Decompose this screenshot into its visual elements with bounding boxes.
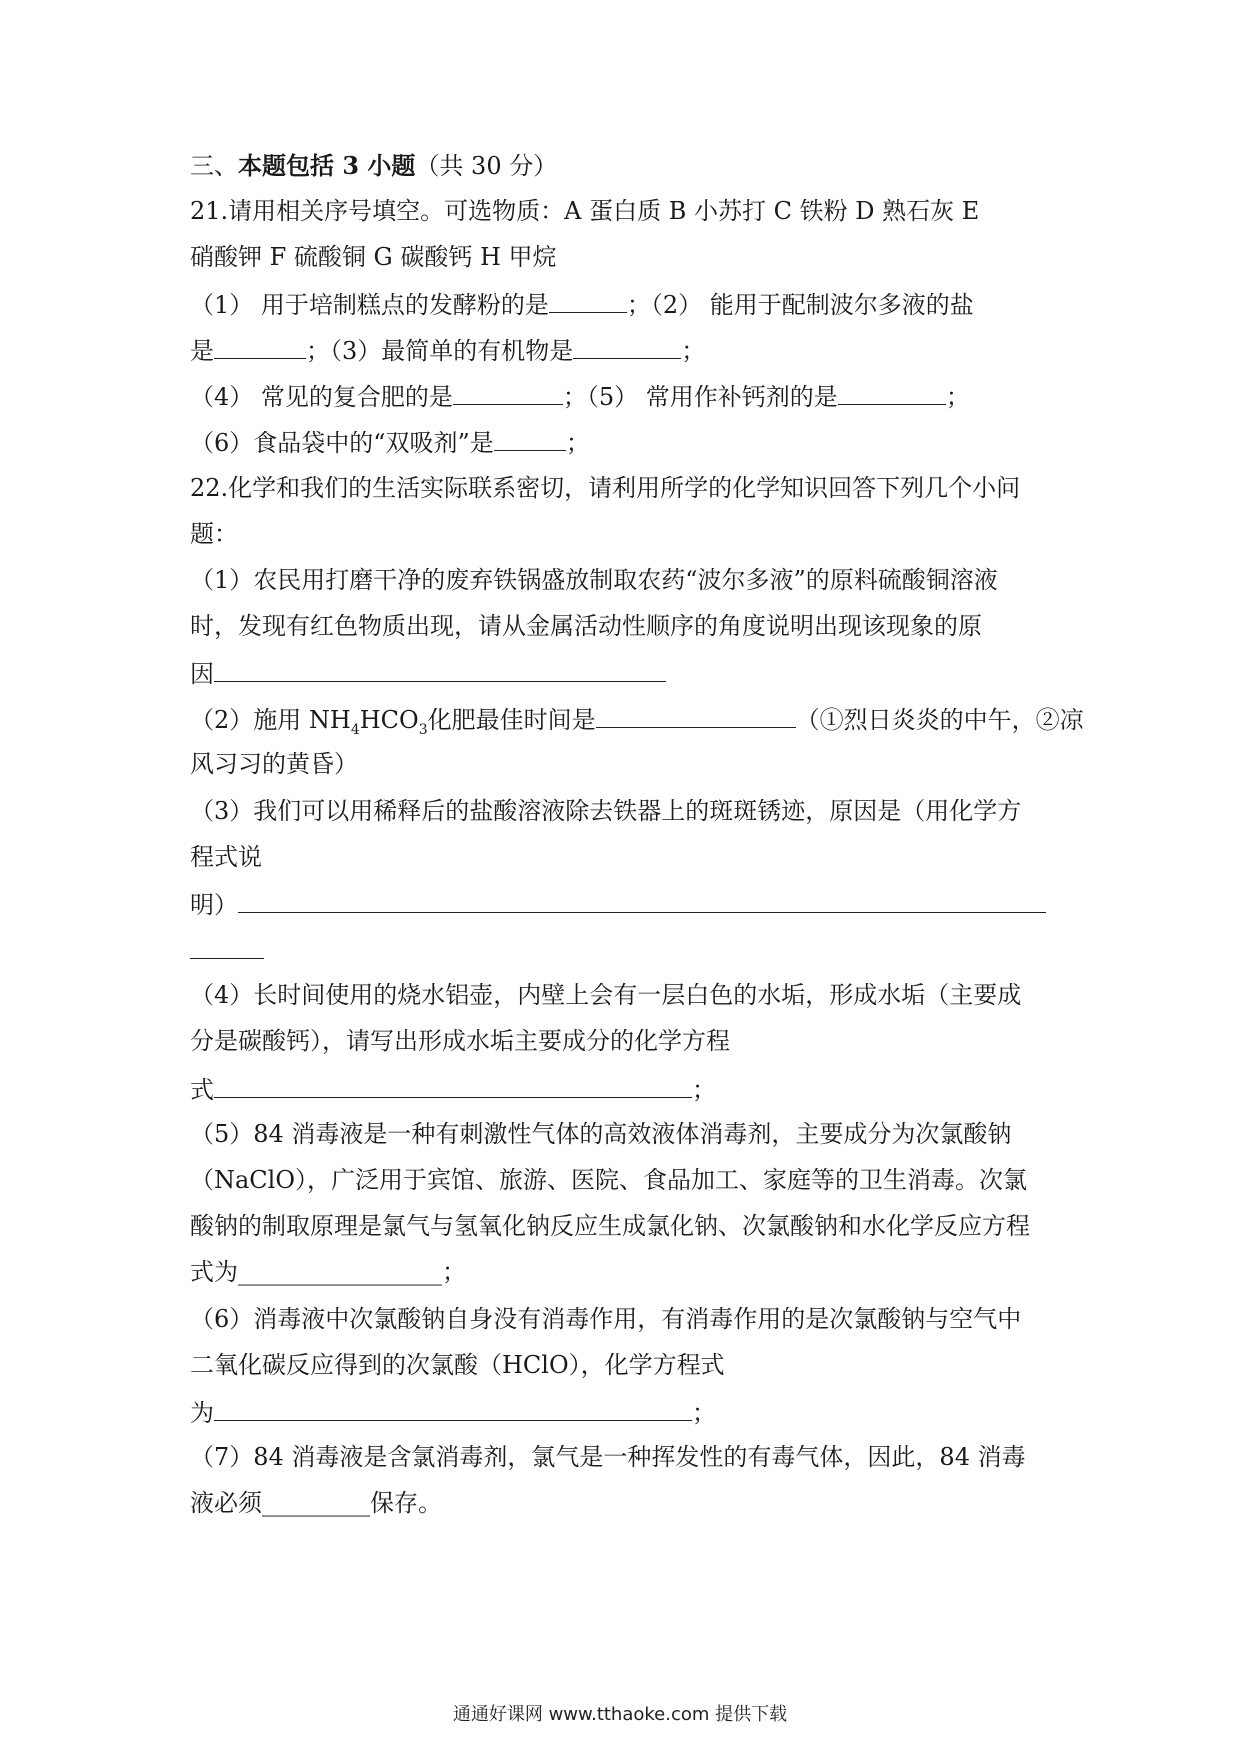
q22-sub3-line3: 明） (190, 888, 1070, 920)
q22-sub4-line2: 分是碳酸钙），请写出形成水垢主要成分的化学方程 (190, 1027, 730, 1055)
section-heading: 三、本题包括 3 小题（共 30 分） (190, 151, 558, 180)
answer-blank[interactable] (494, 426, 566, 451)
answer-blank[interactable] (838, 380, 946, 405)
q22-sub6-line3: 为 ； (190, 1396, 1070, 1428)
q22-sub3-line4 (190, 934, 1070, 966)
q22-sub1-line2: 时，发现有红色物质出现，请从金属活动性顺序的角度说明出现该现象的原 (190, 612, 982, 640)
q22-sub1-line1: （1）农民用打磨干净的废弃铁锅盛放制取农药“波尔多液”的原料硫酸铜溶液 (190, 566, 998, 594)
q22-sub4-line1: （4）长时间使用的烧水铝壶，内壁上会有一层白色的水垢，形成水垢（主要成 (190, 981, 1022, 1009)
answer-blank[interactable] (238, 888, 1046, 913)
q22-sub5-line3: 酸钠的制取原理是氯气与氢氧化钠反应生成氯化钠、次氯酸钠和水化学反应方程 (190, 1212, 1030, 1240)
q21-part3: （4） 常见的复合肥的是 ；（5） 常用作补钙剂的是 ； (190, 380, 1070, 412)
q22-sub7-line2: 液必须_________保存。 (190, 1489, 442, 1517)
q22-sub3-line2: 程式说 (190, 843, 262, 871)
answer-blank[interactable] (453, 380, 563, 405)
answer-blank[interactable] (190, 934, 264, 959)
answer-blank[interactable] (214, 334, 306, 359)
answer-blank[interactable] (214, 1396, 692, 1421)
answer-blank[interactable] (596, 703, 796, 728)
q22-sub3-line1: （3）我们可以用稀释后的盐酸溶液除去铁器上的斑斑锈迹，原因是（用化学方 (190, 797, 1022, 825)
q22-sub7-line1: （7）84 消毒液是含氯消毒剂，氯气是一种挥发性的有毒气体，因此，84 消毒 (190, 1443, 1026, 1471)
answer-blank[interactable] (549, 288, 627, 313)
answer-blank[interactable] (214, 657, 666, 682)
answer-blank[interactable] (573, 334, 681, 359)
q21-stem-line1: 21.请用相关序号填空。可选物质：A 蛋白质 B 小苏打 C 铁粉 D 熟石灰 E (190, 197, 980, 225)
q22-stem-line2: 题： (190, 520, 238, 548)
q21-stem-line2: 硝酸钾 F 硫酸铜 G 碳酸钙 H 甲烷 (190, 243, 557, 271)
q22-sub5-line4: 式为_________________； (190, 1258, 466, 1286)
q22-sub5-line1: （5）84 消毒液是一种有刺激性气体的高效液体消毒剂，主要成分为次氯酸钠 (190, 1120, 1012, 1148)
q21-part2: 是 ；（3）最简单的有机物是 ； (190, 334, 1070, 366)
q22-sub5-line2: （NaClO），广泛用于宾馆、旅游、医院、食品加工、家庭等的卫生消毒。次氯 (190, 1166, 1028, 1194)
page-footer: 通通好课网 www.tthaoke.com 提供下载 (452, 1704, 788, 1725)
q21-part4: （6）食品袋中的“双吸剂”是 ； (190, 426, 1070, 458)
q22-sub6-line1: （6）消毒液中次氯酸钠自身没有消毒作用，有消毒作用的是次氯酸钠与空气中 (190, 1305, 1022, 1333)
answer-blank[interactable] (214, 1073, 692, 1098)
q22-sub2-line2: 风习习的黄昏） (190, 750, 358, 778)
q21-part1: （1） 用于培制糕点的发酵粉的是 ；（2） 能用于配制波尔多液的盐 (190, 288, 1070, 320)
q22-sub2-line1: （2）施用 $NH_4HCO_3$化肥最佳时间是 （①烈日炎炎的中午，②凉 (190, 703, 1070, 745)
q22-stem-line1: 22.化学和我们的生活实际联系密切，请利用所学的化学知识回答下列几个小问 (190, 474, 1021, 502)
q22-sub4-line3: 式 ； (190, 1073, 1070, 1105)
q22-sub1-line3: 因 (190, 657, 1070, 689)
q22-sub6-line2: 二氧化碳反应得到的次氯酸（HClO），化学方程式 (190, 1351, 725, 1379)
